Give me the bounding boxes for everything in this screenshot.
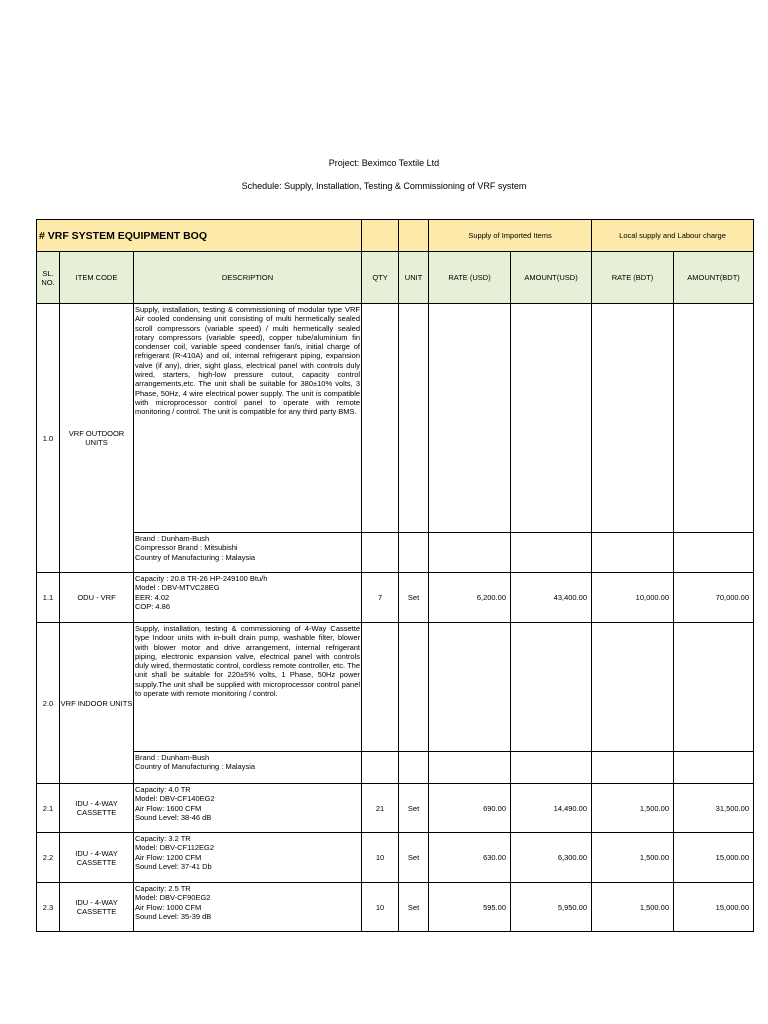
item-rate-bdt: 1,500.00 (592, 883, 674, 932)
item-spec (134, 784, 362, 833)
brand-line: Brand : Dunham-Bush (135, 753, 210, 762)
spec-line: Air Flow: 1200 CFM (135, 852, 202, 862)
item-spec (134, 883, 362, 932)
spec-line: Model : DBV-MTVC28EG (135, 583, 220, 593)
spec-line: Sound Level: 37-41 Db (135, 861, 212, 871)
item-qty: 10 (362, 883, 399, 932)
item-rate-usd: 630.00 (429, 833, 511, 883)
spec-line: Air Flow: 1000 CFM (135, 902, 202, 912)
item-amount-bdt: 15,000.00 (674, 883, 754, 932)
item-amount-usd: 5,950.00 (511, 883, 592, 932)
item-sl: 2.2 (37, 833, 60, 883)
item-sl: 1.1 (37, 573, 60, 623)
column-header-row (37, 252, 754, 304)
col-header-qty: QTY (362, 252, 399, 304)
table-title: # VRF SYSTEM EQUIPMENT BOQ (37, 220, 362, 252)
section-sl: 2.0 (37, 623, 60, 784)
item-qty: 21 (362, 784, 399, 833)
item-unit: Set (399, 883, 429, 932)
table-row (37, 573, 754, 623)
group-header-local: Local supply and Labour charge (592, 220, 754, 252)
section-sl: 1.0 (37, 304, 60, 573)
table-row (37, 784, 754, 833)
spec-line: Capacity: 4.0 TR (135, 785, 191, 794)
brand-line: Brand : Dunham-Bush (135, 534, 210, 543)
col-header-amount-bdt: AMOUNT(BDT) (674, 252, 754, 304)
item-qty: 10 (362, 833, 399, 883)
spec-line: Capacity : 20.8 TR-26 HP-249100 Btu/h (135, 574, 268, 583)
item-code: IDU - 4-WAY CASSETTE (60, 784, 134, 833)
section-row (37, 304, 754, 533)
spec-line: Model: DBV-CF140EG2 (135, 794, 215, 804)
project-title: Project: Beximco Textile Ltd (328, 158, 440, 168)
item-sl: 2.3 (37, 883, 60, 932)
description-text: Supply, installation, testing & commissioning of modular type VRF Air cooled condensing unit consisting of multi hermetically sealed scroll compressors (variable speed) / multi hermetically sealed rotary compressors (variable speed), copper tube/aluminium fin condenser coil, variable speed condenser fan/s, initial charge of refrigerant (R-410A) and oil, internal refrigerant piping, expansion valve (if any), drier, sight glass, electrical panel with controls duly wired, starters, high-low pressure cutout, capacity control arrangements,etc. The unit shall be suitable for 380±10% volts, 3 Phase, 50Hz, 4 wire electrical power supply. The unit is compatible with microprocessor control panel to operate with remote monitoring / control. The unit is compatible for any third party BMS. (135, 305, 361, 417)
col-header-sl: SL. NO. (37, 252, 60, 304)
item-unit: Set (399, 784, 429, 833)
item-amount-usd: 14,490.00 (511, 784, 592, 833)
item-rate-usd: 690.00 (429, 784, 511, 833)
item-amount-usd: 43,400.00 (511, 573, 592, 623)
item-amount-bdt: 31,500.00 (674, 784, 754, 833)
col-header-rate-usd: RATE (USD) (429, 252, 511, 304)
spec-line: Sound Level: 35-39 dB (135, 911, 212, 921)
item-code: ODU - VRF (60, 573, 134, 623)
item-code: IDU - 4-WAY CASSETTE (60, 883, 134, 932)
col-header-description: DESCRIPTION (134, 252, 362, 304)
section-brand-row (37, 533, 754, 573)
spec-line: Air Flow: 1600 CFM (135, 803, 202, 813)
spec-line: Model: DBV-CF112EG2 (135, 843, 215, 853)
item-unit: Set (399, 573, 429, 623)
spec-line: COP: 4.86 (135, 601, 171, 611)
section-brand (134, 533, 362, 573)
table-title-row (37, 220, 754, 252)
item-rate-bdt: 10,000.00 (592, 573, 674, 623)
col-header-unit: UNIT (399, 252, 429, 304)
section-description (134, 623, 362, 752)
item-qty: 7 (362, 573, 399, 623)
spec-line: EER: 4.02 (135, 592, 170, 602)
item-rate-bdt: 1,500.00 (592, 833, 674, 883)
table-row (37, 883, 754, 932)
spec-line: Sound Level: 38-46 dB (135, 812, 212, 822)
brand-line: Country of Manufacturing : Malaysia (135, 552, 256, 562)
spec-line: Capacity: 3.2 TR (135, 834, 191, 843)
section-brand (134, 752, 362, 784)
section-description (134, 304, 362, 533)
section-brand-row (37, 752, 754, 784)
table-row (37, 833, 754, 883)
section-item-code: VRF OUTDOOR UNITS (60, 304, 134, 573)
item-code: IDU - 4-WAY CASSETTE (60, 833, 134, 883)
spec-line: Model: DBV-CF90EG2 (135, 893, 211, 903)
description-text: Supply, installation, testing & commissioning of 4-Way Cassette type Indoor units with in-built drain pump, washable filter, blower with blower motor and drive arrangement, internal refrigerant piping, electronic expansion valve, electrical panel with controls duly wired, thermostatic control, cordless remote controller, etc. The unit shall be suitable for 220±5% volts, 1 Phase, 50Hz power supply.The unit shall be supplied with microprocessor control panel to operate with remote monitoring / control. (135, 624, 361, 699)
item-spec (134, 573, 362, 623)
col-header-amount-usd: AMOUNT(USD) (511, 252, 592, 304)
section-item-code: VRF INDOOR UNITS (60, 623, 134, 784)
spec-line: Capacity: 2.5 TR (135, 884, 191, 893)
item-sl: 2.1 (37, 784, 60, 833)
item-amount-usd: 6,300.00 (511, 833, 592, 883)
brand-line: Compressor Brand : Mitsubishi (135, 543, 238, 553)
section-row (37, 623, 754, 752)
item-rate-bdt: 1,500.00 (592, 784, 674, 833)
boq-table (36, 219, 754, 932)
group-header-imported: Supply of Imported Items (429, 220, 592, 252)
item-spec (134, 833, 362, 883)
item-unit: Set (399, 833, 429, 883)
item-rate-usd: 595.00 (429, 883, 511, 932)
col-header-rate-bdt: RATE (BDT) (592, 252, 674, 304)
schedule-title: Schedule: Supply, Installation, Testing & Commissioning of VRF system (241, 181, 527, 191)
item-rate-usd: 6,200.00 (429, 573, 511, 623)
item-amount-bdt: 15,000.00 (674, 833, 754, 883)
col-header-item-code: ITEM CODE (60, 252, 134, 304)
brand-line: Country of Manufacturing : Malaysia (135, 762, 256, 772)
item-amount-bdt: 70,000.00 (674, 573, 754, 623)
